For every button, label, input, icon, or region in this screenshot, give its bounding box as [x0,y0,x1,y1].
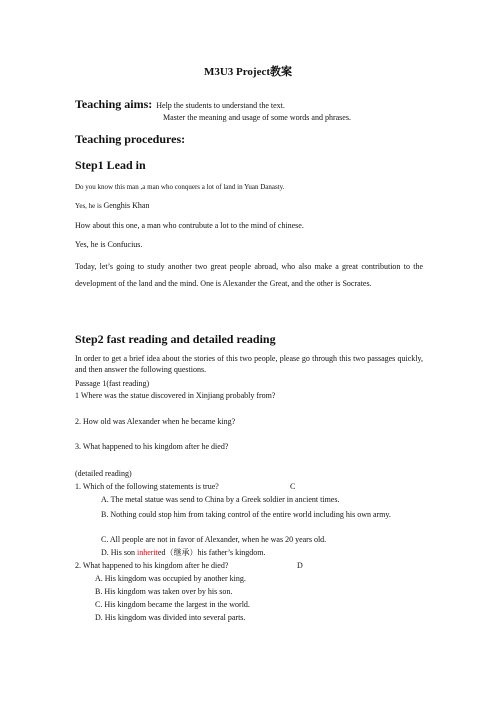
answer-1-name: Genghis Khan [103,201,150,210]
step1-answer-2: Yes, he is Confucius. [75,240,143,249]
step1-paragraph: Today, let’s going to study another two great people abroad, who also make a great contribution to the development of the land and the mind. One is Alexander the Great, and the other is Socrates. [75,262,423,288]
aims-line-2: Master the meaning and usage of some words and phrases. [163,113,351,122]
fast-question-1: 1 Where was the statue discovered in Xinjiang probably from? [75,391,276,400]
fast-question-2: 2. How old was Alexander when he became king? [75,417,236,426]
step1-answer-1 [75,202,149,210]
step1-question-2: How about this one, a man who contrubute a lot to the mind of chinese. [75,221,304,230]
aims-line-1: Help the students to understand the text. [156,101,285,110]
detailed-question-2: 2. What happened to his kingdom after he died? [75,561,229,570]
aims-heading: Teaching aims: [75,97,153,111]
doc-title: M3U3 Project教案 [203,66,293,78]
q2-option-c: C. His kingdom became the largest in the world. [95,600,250,609]
passage-label: Passage 1(fast reading) [75,379,150,388]
q2-option-a: A. His kingdom was occupied by another king. [95,574,246,583]
option-d-prefix: D. His son [101,548,138,557]
q1-option-a: A. The metal statue was send to China by a Greek soldier in ancient times. [101,495,340,504]
step2-intro: In order to get a brief idea about the stories of this two people, please go through this two passages quickly, and then answer the following questions. [75,354,423,374]
detailed-question-1: 1. Which of the following statements is true? [75,482,219,491]
q2-option-b: B. His kingdom was taken over by his son. [95,587,233,596]
option-d-suffix: ed（继承）his father’s kingdom. [157,548,266,557]
procedures-heading: Teaching procedures: [75,132,186,146]
teaching-aims [75,96,285,112]
option-d-highlight: inherit [137,548,158,557]
q1-option-d [101,549,266,557]
q1-option-c: C. All people are not in favor of Alexander, when he was 20 years old. [101,535,327,544]
answer-1-prefix: Yes, he is [75,202,104,210]
step2-heading: Step2 fast reading and detailed reading [75,332,276,346]
step1-heading: Step1 Lead in [75,158,146,172]
fast-question-3: 3. What happened to his kingdom after he died? [75,442,229,451]
q2-option-d: D. His kingdom was divided into several parts. [95,613,246,622]
detailed-label: (detailed reading) [75,469,132,478]
step1-question-1: Do you know this man ,a man who conquers a lot of land in Yuan Danasty. [75,183,285,191]
detailed-answer-2: D [297,561,303,570]
detailed-answer-1: C [290,482,296,491]
q1-option-b: B. Nothing could stop him from taking control of the entire world including his own army. [101,510,391,519]
